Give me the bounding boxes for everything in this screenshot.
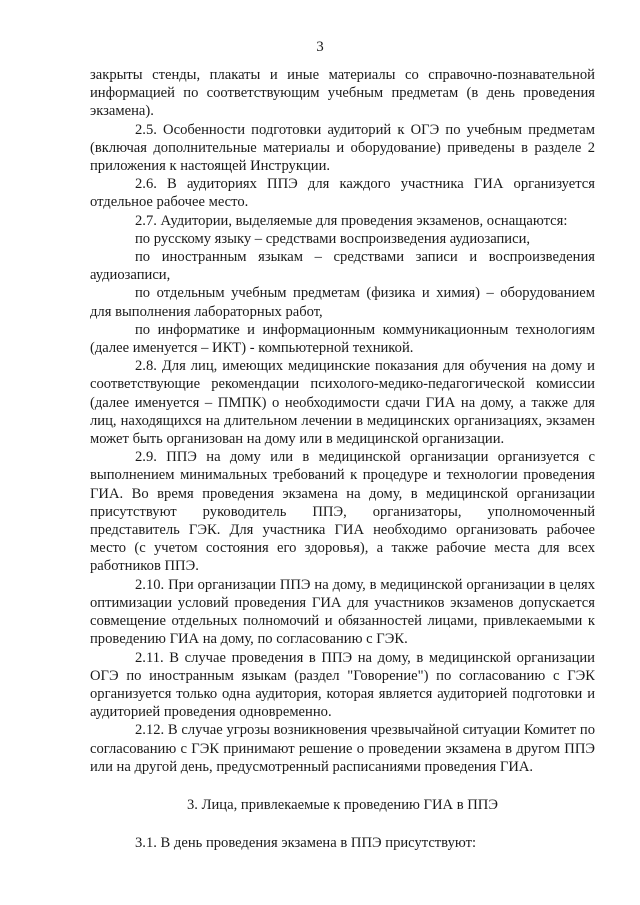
document-body [90,66,595,852]
paragraph-2-7-foreign: по иностранным языкам – средствами записи и воспроизведения аудиозаписи, [90,249,595,284]
page-number: 3 [316,39,324,55]
section-3-heading: 3. Лица, привлекаемые к проведению ГИА в ППЭ [187,796,498,813]
paragraph-2-5: 2.5. Особенности подготовки аудиторий к ОГЭ по учебным предметам (включая дополнительные материалы и оборудование) приведены в разделе 2 приложения к настоящей Инструкции. [90,121,595,175]
paragraph-2-7-russian: по русскому языку – средствами воспроизведения аудиозаписи, [135,230,531,247]
paragraph-2-10: 2.10. При организации ППЭ на дому, в медицинской организации в целях оптимизации условий проведения ГИА для участников экзаменов допускается совмещение отдельных полномочий и обязанностей лицами, привлекаемыми к проведению ГИА на дому, по согласованию с ГЭК. [90,576,595,648]
paragraph-3-1: 3.1. В день проведения экзамена в ППЭ присутствуют: [135,835,477,852]
paragraph-2-11: 2.11. В случае проведения в ППЭ на дому, в медицинской организации ОГЭ по иностранным языкам (раздел "Говорение") по согласованию с ГЭК организуется только одна аудитория, которая является аудиторией подготовки и аудиторией проведения одновременно. [90,649,595,721]
spacer [90,776,595,796]
paragraph-2-7-ict: по информатике и информационным коммуникационным технологиям (далее именуется – ИКТ) - компьютерной техникой. [90,321,595,357]
paragraph-2-7: 2.7. Аудитории, выделяемые для проведения экзаменов, оснащаются: [135,212,568,229]
paragraph-2-7-lab: по отдельным учебным предметам (физика и химия) – оборудованием для выполнения лабораторных работ, [90,285,595,320]
paragraph-2-9: 2.9. ППЭ на дому или в медицинской организации организуется с выполнением минимальных требований к процедуре и технологии проведения ГИА. Во время проведения экзамена на дому, в медицинской организации присутствуют руководитель ППЭ, организаторы, уполномоченный представитель ГЭК. Для участника ГИА необходимо организовать рабочее место (с учетом состояния его здоровья), а также рабочие места для всех работников ППЭ. [90,449,595,575]
paragraph-2-12: 2.12. В случае угрозы возникновения чрезвычайной ситуации Комитет по согласованию с ГЭК принимают решение о проведении экзамена в другом ППЭ или на другой день, предусмотренный расписаниями проведения ГИА. [90,722,595,775]
paragraph-2-8: 2.8. Для лиц, имеющих медицинские показания для обучения на дому и соответствующие рекомендации психолого-медико-педагогической комиссии (далее именуется – ПМПК) о необходимости сдачи ГИА на дому, а также для лиц, находящихся на длительном лечении в медицинских организациях, экзамен может быть организован на дому или в медицинской организации. [90,358,595,448]
paragraph-continuation: закрыты стенды, плакаты и иные материалы со справочно-познавательной информацией по соответствующим учебным предметам (в день проведения экзамена). [90,67,595,120]
paragraph-2-6: 2.6. В аудиториях ППЭ для каждого участника ГИА организуется отдельное рабочее место. [90,176,595,211]
spacer [90,814,595,834]
